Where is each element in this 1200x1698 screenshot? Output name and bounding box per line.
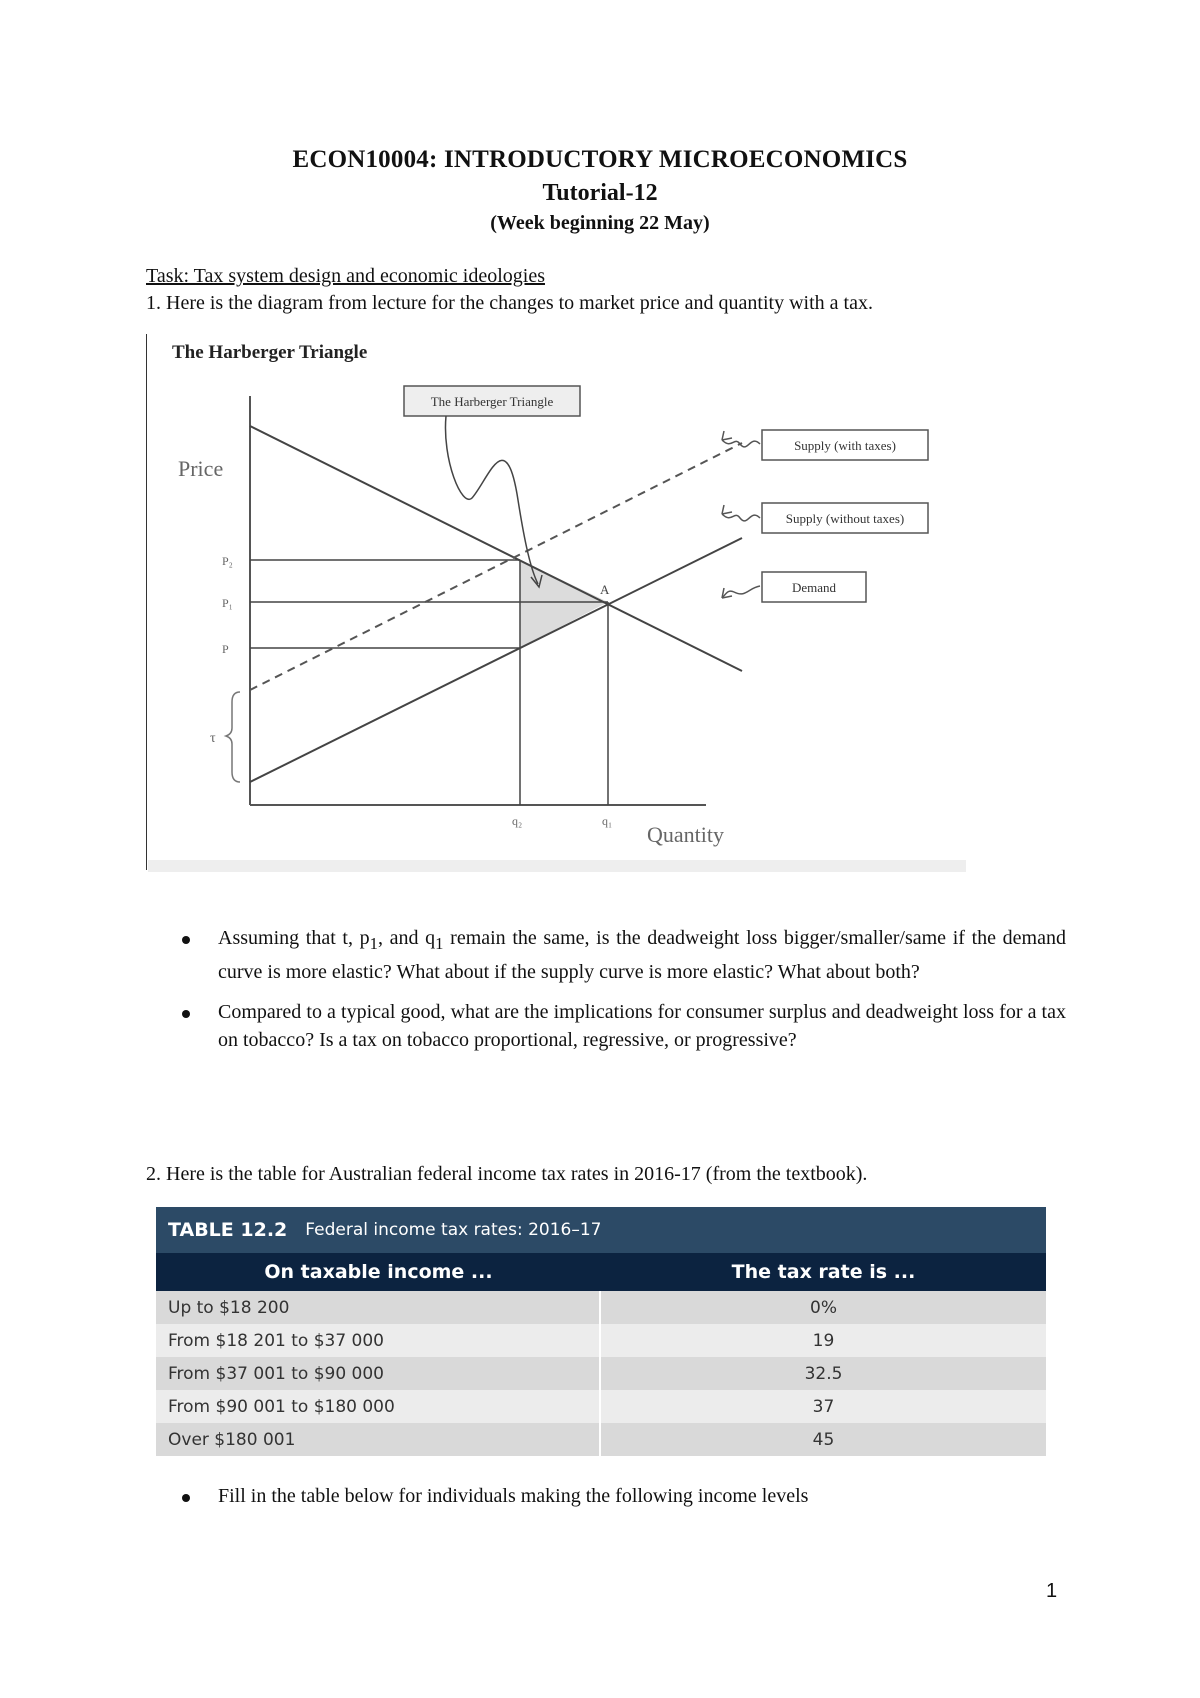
price-label: Price <box>178 456 224 481</box>
table-caption <box>156 1207 1046 1253</box>
page-number: 1 <box>1046 1580 1058 1602</box>
table-row: From $90 001 to $180 000 37 <box>156 1390 1046 1423</box>
tau-label: τ <box>210 731 216 746</box>
bullet-dot <box>182 1010 190 1018</box>
week-subtitle: (Week beginning 22 May) <box>490 212 710 234</box>
table-header <box>156 1253 1046 1291</box>
question-1-bullets <box>146 924 1066 1066</box>
p1-label: P₁ <box>222 596 233 610</box>
question-1: 1. Here is the diagram from lecture for the changes to market price and quantity with a tax. <box>146 292 873 314</box>
table-number: TABLE 12.2 <box>168 1219 288 1241</box>
table-title: Federal income tax rates: 2016–17 <box>305 1220 602 1240</box>
q1-label: q₁ <box>602 814 613 828</box>
quantity-label: Quantity <box>647 822 724 847</box>
table-row: Over $180 001 45 <box>156 1423 1046 1456</box>
p2-label: P₂ <box>222 554 233 568</box>
tax-rate-table <box>156 1207 1046 1456</box>
q2-label: q₂ <box>512 814 523 828</box>
harberger-figure <box>146 330 966 875</box>
col-header-income: On taxable income ... <box>264 1261 493 1283</box>
bullet-fill-table: Fill in the table below for individuals making the following income levels <box>146 1482 1066 1510</box>
table-row: Up to $18 200 0% <box>156 1291 1046 1324</box>
task-heading: Task: Tax system design and economic ideologies <box>146 265 545 287</box>
bullet-elasticity: Assuming that t, $p_1$, and $q_1$ remain the same, is the deadweight loss bigger/smaller/same if the demand curve is more elastic? What about if the supply curve is more elastic? What about both? <box>146 924 1066 986</box>
bullet-tobacco: Compared to a typical good, what are the implications for consumer surplus and deadweight loss for a tax on tobacco? Is a tax on tobacco proportional, regressive, or progressive? <box>146 998 1066 1054</box>
figure-title: The Harberger Triangle <box>172 342 368 363</box>
legend-demand: Demand <box>791 580 837 595</box>
tutorial-title: Tutorial-12 <box>542 180 658 206</box>
question-2-bullets <box>146 1482 1066 1522</box>
question-2: 2. Here is the table for Australian federal income tax rates in 2016-17 (from the textbook). <box>146 1163 868 1185</box>
p-label: P <box>222 642 229 656</box>
bullet-dot <box>182 936 190 944</box>
legend-supply-with-taxes: Supply (with taxes) <box>794 438 896 453</box>
point-a-label: A <box>600 582 610 597</box>
legend-supply-without-taxes: Supply (without taxes) <box>785 511 905 526</box>
table-row: From $18 201 to $37 000 19 <box>156 1324 1046 1357</box>
harberger-diagram <box>146 330 966 875</box>
col-header-rate: The tax rate is ... <box>731 1261 916 1283</box>
callout-label: The Harberger Triangle <box>430 394 554 409</box>
course-title: ECON10004: INTRODUCTORY MICROECONOMICS <box>292 146 908 173</box>
table-row: From $37 001 to $90 000 32.5 <box>156 1357 1046 1390</box>
bullet-dot <box>182 1494 190 1502</box>
